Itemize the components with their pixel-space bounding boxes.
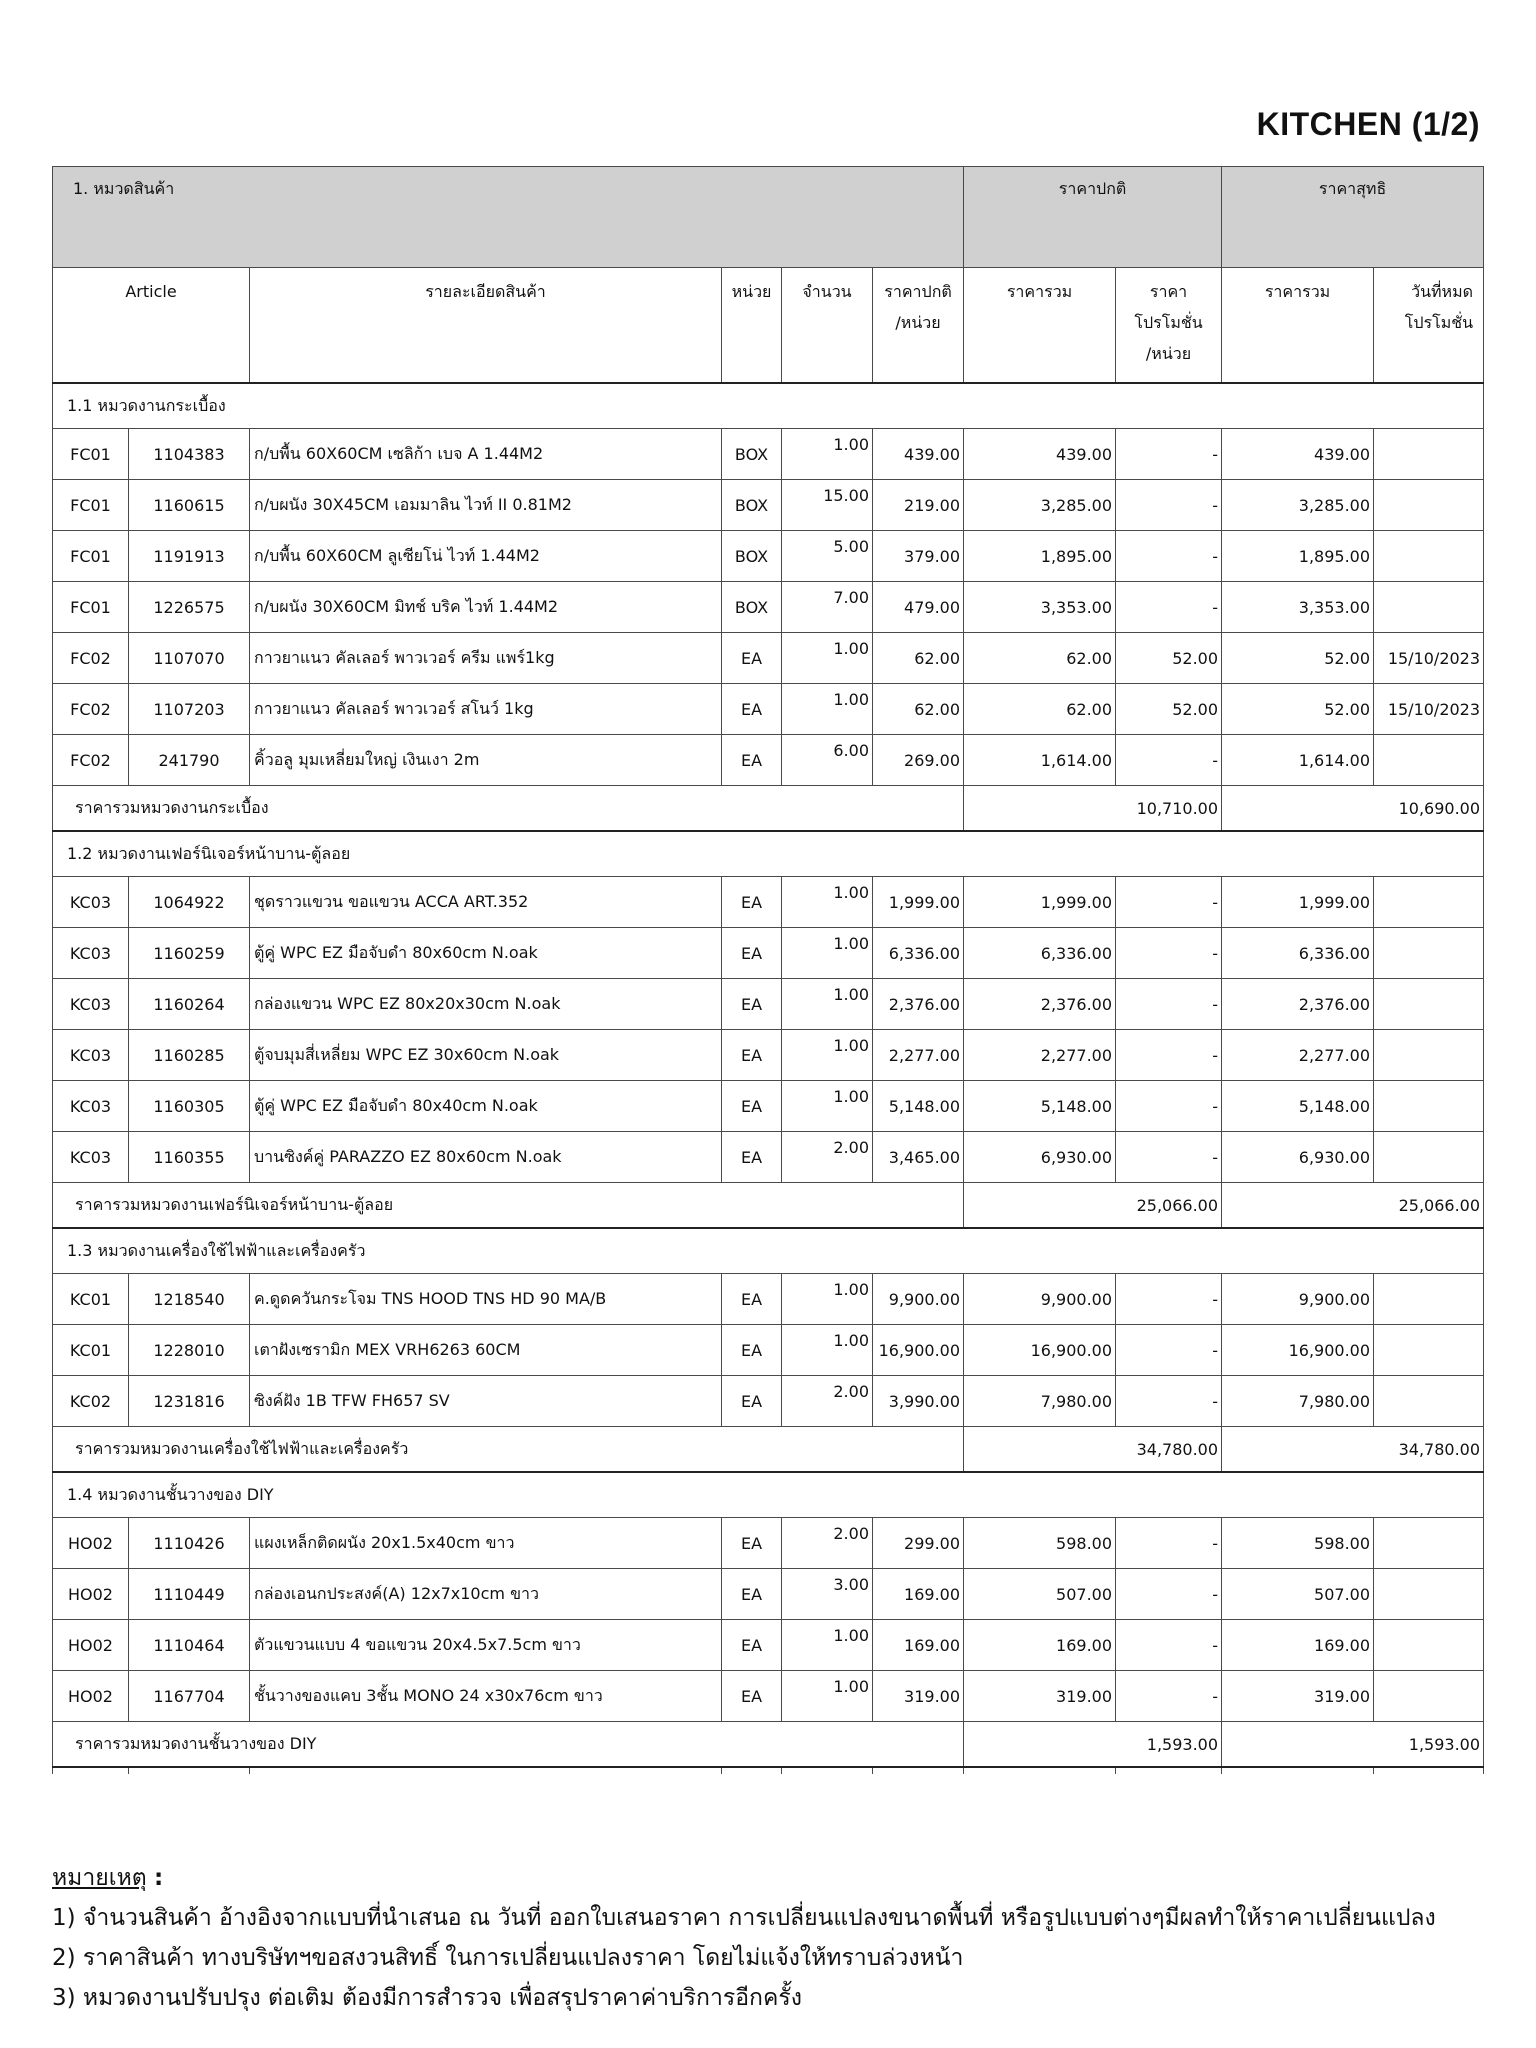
item-promo-price: - xyxy=(1116,877,1222,928)
item-net-total: 1,614.00 xyxy=(1222,735,1374,786)
subtotal-total: 1,593.00 xyxy=(964,1722,1222,1768)
item-net-total: 7,980.00 xyxy=(1222,1376,1374,1427)
item-description: ค.ดูดควันกระโจม TNS HOOD TNS HD 90 MA/B xyxy=(250,1274,722,1325)
unit-price-header-line1: ราคาปกติ xyxy=(884,282,952,301)
item-promo-end xyxy=(1374,1620,1484,1671)
item-unit: EA xyxy=(722,1376,782,1427)
item-net-total: 2,277.00 xyxy=(1222,1030,1374,1081)
item-net-total: 507.00 xyxy=(1222,1569,1374,1620)
item-promo-end xyxy=(1374,1274,1484,1325)
item-qty: 3.00 xyxy=(782,1569,873,1620)
item-total: 169.00 xyxy=(964,1620,1116,1671)
article-header: Article xyxy=(53,268,250,384)
item-total: 598.00 xyxy=(964,1518,1116,1569)
item-total: 16,900.00 xyxy=(964,1325,1116,1376)
item-qty: 2.00 xyxy=(782,1376,873,1427)
section-title: 1.3 หมวดงานเครื่องใช้ไฟฟ้าและเครื่องครัว xyxy=(53,1228,1484,1274)
table-row xyxy=(53,1132,1484,1183)
category-code: HO02 xyxy=(53,1569,129,1620)
promo-header-line3: /หน่วย xyxy=(1145,344,1192,363)
table-row xyxy=(53,877,1484,928)
item-unit: BOX xyxy=(722,582,782,633)
table-row xyxy=(53,1030,1484,1081)
item-qty: 1.00 xyxy=(782,1274,873,1325)
item-qty: 2.00 xyxy=(782,1518,873,1569)
item-promo-end xyxy=(1374,735,1484,786)
article-number: 1160285 xyxy=(129,1030,250,1081)
remark-line: 2) ราคาสินค้า ทางบริษัทฯขอสงวนสิทธิ์ ในการเปลี่ยนแปลงราคา โดยไม่แจ้งให้ทราบล่วงหน้า xyxy=(52,1945,964,1971)
item-unit-price: 219.00 xyxy=(873,480,964,531)
subtotal-row xyxy=(53,786,1484,832)
item-net-total: 3,285.00 xyxy=(1222,480,1374,531)
item-promo-price: - xyxy=(1116,1132,1222,1183)
item-promo-price: - xyxy=(1116,1569,1222,1620)
item-qty: 1.00 xyxy=(782,1620,873,1671)
article-number: 1160264 xyxy=(129,979,250,1030)
item-description: กล่องเอนกประสงค์(A) 12x7x10cm ขาว xyxy=(250,1569,722,1620)
item-unit: EA xyxy=(722,1671,782,1722)
section-header-row xyxy=(53,383,1484,429)
article-number: 1104383 xyxy=(129,429,250,480)
item-total: 7,980.00 xyxy=(964,1376,1116,1427)
table-row xyxy=(53,979,1484,1030)
category-code: FC02 xyxy=(53,633,129,684)
category-code: HO02 xyxy=(53,1518,129,1569)
table-bottom-edge xyxy=(53,1767,1484,1774)
table-edge-cell xyxy=(1222,1767,1374,1774)
item-promo-end: 15/10/2023 xyxy=(1374,633,1484,684)
item-qty: 1.00 xyxy=(782,877,873,928)
item-description: ตัวแขวนแบบ 4 ขอแขวน 20x4.5x7.5cm ขาว xyxy=(250,1620,722,1671)
item-description: คิ้วอลู มุมเหลี่ยมใหญ่ เงินเงา 2m xyxy=(250,735,722,786)
table-row xyxy=(53,531,1484,582)
article-number: 1064922 xyxy=(129,877,250,928)
item-unit-price: 5,148.00 xyxy=(873,1081,964,1132)
item-promo-end: 15/10/2023 xyxy=(1374,684,1484,735)
promo-price-header xyxy=(1116,268,1222,384)
category-code: KC03 xyxy=(53,1081,129,1132)
item-total: 1,614.00 xyxy=(964,735,1116,786)
item-qty: 1.00 xyxy=(782,684,873,735)
table-edge-cell xyxy=(873,1767,964,1774)
item-description: ชั้นวางของแคบ 3ชั้น MONO 24 x30x76cm ขาว xyxy=(250,1671,722,1722)
item-description: ก/บพื้น 60X60CM เซลิก้า เบจ A 1.44M2 xyxy=(250,429,722,480)
category-code: KC03 xyxy=(53,1132,129,1183)
item-unit-price: 6,336.00 xyxy=(873,928,964,979)
item-description: ตู้จบมุมสี่เหลี่ยม WPC EZ 30x60cm N.oak xyxy=(250,1030,722,1081)
article-number: 1231816 xyxy=(129,1376,250,1427)
unit-price-header-line2: /หน่วย xyxy=(895,313,941,332)
article-number: 1191913 xyxy=(129,531,250,582)
item-promo-price: - xyxy=(1116,480,1222,531)
item-qty: 1.00 xyxy=(782,429,873,480)
normal-price-header: ราคาปกติ xyxy=(964,167,1222,268)
table-row xyxy=(53,684,1484,735)
item-description: ก/บผนัง 30X60CM มิทช์ บริค ไวท์ 1.44M2 xyxy=(250,582,722,633)
item-promo-price: - xyxy=(1116,429,1222,480)
item-promo-end xyxy=(1374,928,1484,979)
item-unit: EA xyxy=(722,1518,782,1569)
item-total: 2,277.00 xyxy=(964,1030,1116,1081)
item-unit: EA xyxy=(722,1081,782,1132)
category-code: KC03 xyxy=(53,877,129,928)
item-description: เตาฝังเซรามิก MEX VRH6263 60CM xyxy=(250,1325,722,1376)
promo-end-header-line2: โปรโมชั่น xyxy=(1404,313,1474,332)
item-unit-price: 2,376.00 xyxy=(873,979,964,1030)
section-title: 1.4 หมวดงานชั้นวางของ DIY xyxy=(53,1472,1484,1518)
item-promo-end xyxy=(1374,1132,1484,1183)
subtotal-total: 10,710.00 xyxy=(964,786,1222,832)
item-unit: EA xyxy=(722,877,782,928)
category-code: FC01 xyxy=(53,582,129,633)
remark-line: 3) หมวดงานปรับปรุง ต่อเติม ต้องมีการสำรวจ เพื่อสรุปราคาค่าบริการอีกครั้ง xyxy=(52,1985,802,2011)
item-unit: EA xyxy=(722,928,782,979)
item-unit-price: 9,900.00 xyxy=(873,1274,964,1325)
item-unit-price: 299.00 xyxy=(873,1518,964,1569)
table-row xyxy=(53,1081,1484,1132)
item-description: ก/บพื้น 60X60CM ลูเซียโน่ ไวท์ 1.44M2 xyxy=(250,531,722,582)
item-unit: BOX xyxy=(722,531,782,582)
category-code: KC03 xyxy=(53,979,129,1030)
item-net-total: 6,336.00 xyxy=(1222,928,1374,979)
item-qty: 2.00 xyxy=(782,1132,873,1183)
table-row xyxy=(53,582,1484,633)
item-unit-price: 319.00 xyxy=(873,1671,964,1722)
item-net-total: 319.00 xyxy=(1222,1671,1374,1722)
article-number: 1110464 xyxy=(129,1620,250,1671)
item-qty: 1.00 xyxy=(782,1671,873,1722)
item-promo-end xyxy=(1374,582,1484,633)
item-total: 3,285.00 xyxy=(964,480,1116,531)
item-qty: 7.00 xyxy=(782,582,873,633)
page-title: KITCHEN (1/2) xyxy=(1256,106,1480,142)
item-unit: EA xyxy=(722,979,782,1030)
item-promo-end xyxy=(1374,1325,1484,1376)
item-qty: 5.00 xyxy=(782,531,873,582)
item-unit-price: 479.00 xyxy=(873,582,964,633)
article-number: 1160355 xyxy=(129,1132,250,1183)
table-edge-cell xyxy=(1116,1767,1222,1774)
section-header-row xyxy=(53,1472,1484,1518)
item-promo-price: - xyxy=(1116,1376,1222,1427)
category-code: HO02 xyxy=(53,1620,129,1671)
item-description: แผงเหล็กติดผนัง 20x1.5x40cm ขาว xyxy=(250,1518,722,1569)
remarks-heading xyxy=(52,1858,1492,1898)
item-promo-end xyxy=(1374,1030,1484,1081)
subtotal-net: 25,066.00 xyxy=(1222,1183,1484,1229)
item-description: บานซิงค์คู่ PARAZZO EZ 80x60cm N.oak xyxy=(250,1132,722,1183)
subtotal-label: ราคารวมหมวดงานเฟอร์นิเจอร์หน้าบาน-ตู้ลอย xyxy=(53,1183,964,1229)
promo-end-header-line1: วันที่หมด xyxy=(1411,282,1474,301)
item-promo-price: - xyxy=(1116,1620,1222,1671)
item-unit-price: 439.00 xyxy=(873,429,964,480)
table-row xyxy=(53,429,1484,480)
category-code: KC03 xyxy=(53,1030,129,1081)
item-qty: 1.00 xyxy=(782,1325,873,1376)
item-unit-price: 62.00 xyxy=(873,633,964,684)
item-net-total: 16,900.00 xyxy=(1222,1325,1374,1376)
item-net-total: 52.00 xyxy=(1222,633,1374,684)
category-code: FC01 xyxy=(53,429,129,480)
table-row xyxy=(53,633,1484,684)
subtotal-row xyxy=(53,1183,1484,1229)
category-code: KC02 xyxy=(53,1376,129,1427)
item-total: 319.00 xyxy=(964,1671,1116,1722)
item-total: 5,148.00 xyxy=(964,1081,1116,1132)
article-number: 1226575 xyxy=(129,582,250,633)
item-promo-end xyxy=(1374,877,1484,928)
item-promo-price: 52.00 xyxy=(1116,633,1222,684)
item-qty: 15.00 xyxy=(782,480,873,531)
item-total: 6,336.00 xyxy=(964,928,1116,979)
category-label: 1. หมวดสินค้า xyxy=(53,167,964,268)
item-unit-price: 16,900.00 xyxy=(873,1325,964,1376)
item-description: กล่องแขวน WPC EZ 80x20x30cm N.oak xyxy=(250,979,722,1030)
item-promo-end xyxy=(1374,1518,1484,1569)
item-total: 62.00 xyxy=(964,684,1116,735)
item-unit-price: 269.00 xyxy=(873,735,964,786)
promo-header-line1: ราคา xyxy=(1149,282,1188,301)
item-unit-price: 3,990.00 xyxy=(873,1376,964,1427)
table-edge-cell xyxy=(53,1767,129,1774)
item-promo-price: - xyxy=(1116,1518,1222,1569)
item-description: ตู้คู่ WPC EZ มือจับดำ 80x40cm N.oak xyxy=(250,1081,722,1132)
category-code: FC02 xyxy=(53,735,129,786)
article-number: 1107070 xyxy=(129,633,250,684)
item-qty: 1.00 xyxy=(782,1081,873,1132)
section-title: 1.2 หมวดงานเฟอร์นิเจอร์หน้าบาน-ตู้ลอย xyxy=(53,831,1484,877)
item-net-total: 5,148.00 xyxy=(1222,1081,1374,1132)
item-total: 9,900.00 xyxy=(964,1274,1116,1325)
item-total: 507.00 xyxy=(964,1569,1116,1620)
item-net-total: 439.00 xyxy=(1222,429,1374,480)
net-total-header: ราคารวม xyxy=(1222,268,1374,384)
table-edge-cell xyxy=(782,1767,873,1774)
item-net-total: 52.00 xyxy=(1222,684,1374,735)
article-number: 1160259 xyxy=(129,928,250,979)
item-promo-end xyxy=(1374,979,1484,1030)
subtotal-net: 1,593.00 xyxy=(1222,1722,1484,1768)
subtotal-net: 34,780.00 xyxy=(1222,1427,1484,1473)
item-promo-price: - xyxy=(1116,1030,1222,1081)
item-total: 2,376.00 xyxy=(964,979,1116,1030)
item-description: ซิงค์ฝัง 1B TFW FH657 SV xyxy=(250,1376,722,1427)
item-net-total: 3,353.00 xyxy=(1222,582,1374,633)
article-number: 1167704 xyxy=(129,1671,250,1722)
table-row xyxy=(53,1620,1484,1671)
item-total: 1,895.00 xyxy=(964,531,1116,582)
article-number: 1110449 xyxy=(129,1569,250,1620)
table-row xyxy=(53,1569,1484,1620)
item-promo-price: - xyxy=(1116,531,1222,582)
item-total: 6,930.00 xyxy=(964,1132,1116,1183)
subtotal-label: ราคารวมหมวดงานกระเบื้อง xyxy=(53,786,964,832)
item-qty: 1.00 xyxy=(782,1030,873,1081)
item-description: ตู้คู่ WPC EZ มือจับดำ 80x60cm N.oak xyxy=(250,928,722,979)
category-code: FC01 xyxy=(53,480,129,531)
table-row xyxy=(53,928,1484,979)
table-edge-cell xyxy=(1374,1767,1484,1774)
item-total: 62.00 xyxy=(964,633,1116,684)
item-promo-end xyxy=(1374,429,1484,480)
item-net-total: 9,900.00 xyxy=(1222,1274,1374,1325)
item-net-total: 1,999.00 xyxy=(1222,877,1374,928)
table-row xyxy=(53,1376,1484,1427)
net-price-header: ราคาสุทธิ xyxy=(1222,167,1484,268)
unit-price-header xyxy=(873,268,964,384)
total-header: ราคารวม xyxy=(964,268,1116,384)
item-promo-price: - xyxy=(1116,735,1222,786)
table-edge-cell xyxy=(250,1767,722,1774)
item-description: ชุดราวแขวน ขอแขวน ACCA ART.352 xyxy=(250,877,722,928)
quotation-table xyxy=(52,166,1484,1774)
article-number: 1107203 xyxy=(129,684,250,735)
item-promo-end xyxy=(1374,1081,1484,1132)
remarks-title: หมายเหตุ xyxy=(52,1865,147,1891)
item-unit-price: 169.00 xyxy=(873,1569,964,1620)
item-unit: EA xyxy=(722,1620,782,1671)
item-net-total: 2,376.00 xyxy=(1222,979,1374,1030)
item-unit: EA xyxy=(722,1325,782,1376)
item-unit: EA xyxy=(722,1274,782,1325)
article-number: 1160615 xyxy=(129,480,250,531)
item-promo-price: - xyxy=(1116,928,1222,979)
subtotal-total: 34,780.00 xyxy=(964,1427,1222,1473)
section-header-row xyxy=(53,1228,1484,1274)
table-row xyxy=(53,1671,1484,1722)
item-total: 1,999.00 xyxy=(964,877,1116,928)
group-header-row xyxy=(53,167,1484,268)
item-promo-price: - xyxy=(1116,979,1222,1030)
item-qty: 1.00 xyxy=(782,633,873,684)
item-promo-end xyxy=(1374,1671,1484,1722)
category-code: KC01 xyxy=(53,1274,129,1325)
item-promo-price: - xyxy=(1116,1671,1222,1722)
item-unit-price: 2,277.00 xyxy=(873,1030,964,1081)
item-net-total: 6,930.00 xyxy=(1222,1132,1374,1183)
category-code: HO02 xyxy=(53,1671,129,1722)
item-promo-end xyxy=(1374,531,1484,582)
item-unit-price: 62.00 xyxy=(873,684,964,735)
item-unit: EA xyxy=(722,633,782,684)
article-number: 1228010 xyxy=(129,1325,250,1376)
item-qty: 1.00 xyxy=(782,928,873,979)
subtotal-total: 25,066.00 xyxy=(964,1183,1222,1229)
table-edge-cell xyxy=(964,1767,1116,1774)
subtotal-row xyxy=(53,1722,1484,1768)
table-row xyxy=(53,1325,1484,1376)
table-row xyxy=(53,1518,1484,1569)
item-net-total: 1,895.00 xyxy=(1222,531,1374,582)
item-description: กาวยาแนว คัลเลอร์ พาวเวอร์ ครีม แพร์1kg xyxy=(250,633,722,684)
table-row xyxy=(53,735,1484,786)
article-number: 1218540 xyxy=(129,1274,250,1325)
item-promo-end xyxy=(1374,1569,1484,1620)
article-number: 1160305 xyxy=(129,1081,250,1132)
item-qty: 6.00 xyxy=(782,735,873,786)
table-edge-cell xyxy=(722,1767,782,1774)
column-header-row xyxy=(53,268,1484,384)
item-unit: BOX xyxy=(722,429,782,480)
article-number: 1110426 xyxy=(129,1518,250,1569)
promo-end-header xyxy=(1374,268,1484,384)
section-title: 1.1 หมวดงานกระเบื้อง xyxy=(53,383,1484,429)
unit-header: หน่วย xyxy=(722,268,782,384)
item-promo-end xyxy=(1374,480,1484,531)
item-total: 439.00 xyxy=(964,429,1116,480)
article-number: 241790 xyxy=(129,735,250,786)
item-unit: EA xyxy=(722,735,782,786)
item-unit: EA xyxy=(722,1132,782,1183)
item-total: 3,353.00 xyxy=(964,582,1116,633)
item-unit: EA xyxy=(722,1030,782,1081)
promo-header-line2: โปรโมชั่น xyxy=(1134,313,1203,332)
table-row xyxy=(53,480,1484,531)
table-edge-cell xyxy=(129,1767,250,1774)
item-promo-price: 52.00 xyxy=(1116,684,1222,735)
remarks-colon: : xyxy=(154,1865,164,1891)
item-description: กาวยาแนว คัลเลอร์ พาวเวอร์ สโนว์ 1kg xyxy=(250,684,722,735)
item-unit-price: 379.00 xyxy=(873,531,964,582)
subtotal-label: ราคารวมหมวดงานชั้นวางของ DIY xyxy=(53,1722,964,1768)
category-code: FC02 xyxy=(53,684,129,735)
item-net-total: 598.00 xyxy=(1222,1518,1374,1569)
item-description: ก/บผนัง 30X45CM เอมมาลิน ไวท์ II 0.81M2 xyxy=(250,480,722,531)
table-row xyxy=(53,1274,1484,1325)
item-unit-price: 3,465.00 xyxy=(873,1132,964,1183)
item-promo-price: - xyxy=(1116,582,1222,633)
item-unit-price: 1,999.00 xyxy=(873,877,964,928)
subtotal-net: 10,690.00 xyxy=(1222,786,1484,832)
item-qty: 1.00 xyxy=(782,979,873,1030)
item-unit: EA xyxy=(722,684,782,735)
qty-header: จำนวน xyxy=(782,268,873,384)
item-promo-price: - xyxy=(1116,1325,1222,1376)
item-promo-price: - xyxy=(1116,1274,1222,1325)
category-code: FC01 xyxy=(53,531,129,582)
section-header-row xyxy=(53,831,1484,877)
category-code: KC01 xyxy=(53,1325,129,1376)
item-promo-price: - xyxy=(1116,1081,1222,1132)
item-unit: BOX xyxy=(722,480,782,531)
item-unit-price: 169.00 xyxy=(873,1620,964,1671)
remarks xyxy=(52,1858,1492,2018)
remark-line: 1) จำนวนสินค้า อ้างอิงจากแบบที่นำเสนอ ณ วันที่ ออกใบเสนอราคา การเปลี่ยนแปลงขนาดพื้นที่ หรือรูปแบบต่างๆมีผลทำให้ราคาเปลี่ยนแปลง xyxy=(52,1905,1436,1931)
subtotal-row xyxy=(53,1427,1484,1473)
subtotal-label: ราคารวมหมวดงานเครื่องใช้ไฟฟ้าและเครื่องครัว xyxy=(53,1427,964,1473)
item-net-total: 169.00 xyxy=(1222,1620,1374,1671)
item-unit: EA xyxy=(722,1569,782,1620)
description-header: รายละเอียดสินค้า xyxy=(250,268,722,384)
item-promo-end xyxy=(1374,1376,1484,1427)
category-code: KC03 xyxy=(53,928,129,979)
